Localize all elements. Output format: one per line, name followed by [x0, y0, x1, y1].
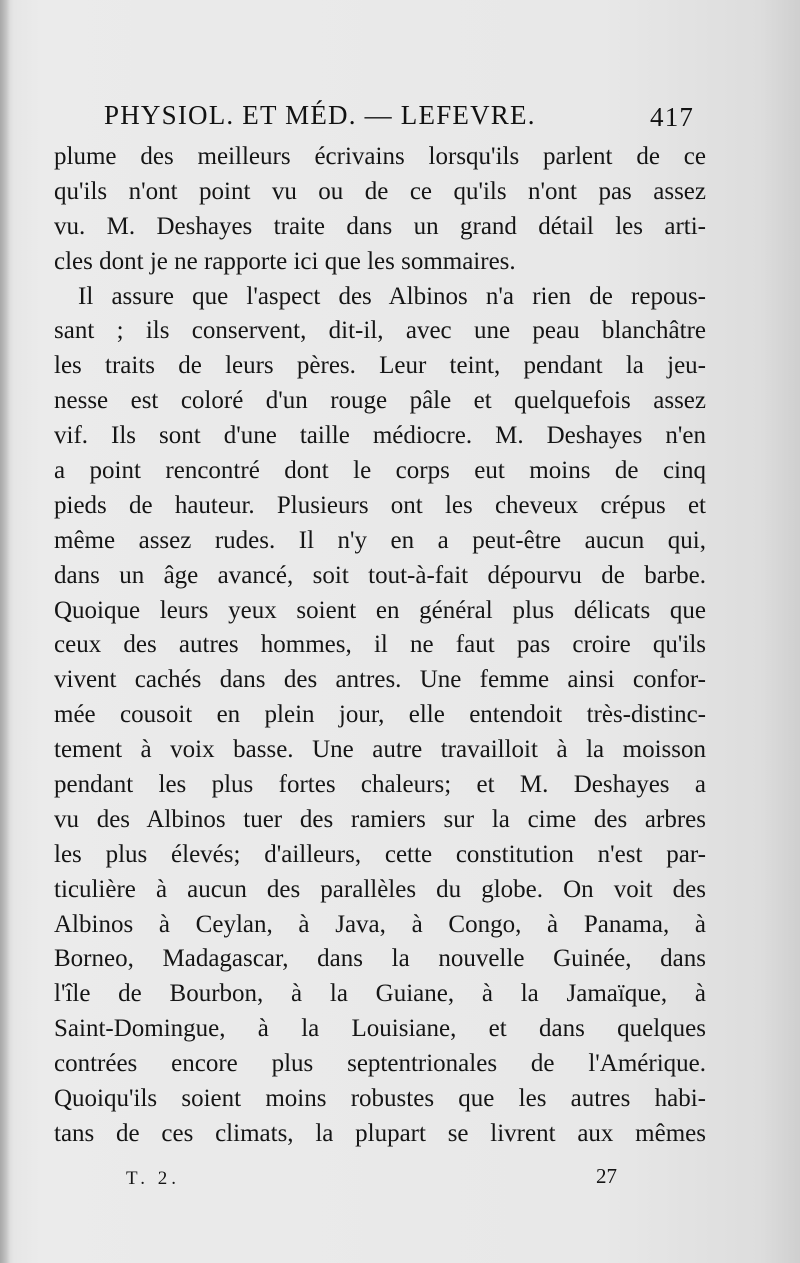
text-line: ticulière à aucun des parallèles du globe. On voit des	[54, 875, 706, 903]
text-line: même assez rudes. Il n'y en a peut-être aucun qui,	[54, 526, 706, 554]
text-line: vif. Ils sont d'une taille médiocre. M. Deshayes n'en	[54, 422, 706, 450]
text-line: Il assure que l'aspect des Albinos n'a rien de repous-	[78, 282, 706, 310]
text-line: tans de ces climats, la plupart se livrent aux mêmes	[54, 1119, 706, 1147]
text-line: Quoiqu'ils soient moins robustes que les autres habi-	[54, 1085, 706, 1113]
text-line: vu. M. Deshayes traite dans un grand détail les arti-	[54, 212, 706, 240]
text-line: a point rencontré dont le corps eut moins de cinq	[54, 457, 706, 485]
text-line: tement à voix basse. Une autre travailloit à la moisson	[54, 736, 706, 764]
paragraph-albinos	[54, 280, 706, 1152]
text-line: plume des meilleurs écrivains lorsqu'ils parlent de ce	[54, 143, 706, 170]
text-line: nesse est coloré d'un rouge pâle et quelquefois assez	[54, 387, 706, 415]
text-line: qu'ils n'ont point vu ou de ce qu'ils n'ont pas assez	[54, 177, 706, 205]
text-line: pendant les plus fortes chaleurs; et M. Deshayes a	[54, 771, 706, 799]
text-line: vivent cachés dans des antres. Une femme ainsi confor-	[54, 666, 706, 694]
text-line: Borneo, Madagascar, dans la nouvelle Guinée, dans	[54, 945, 706, 973]
page-footer	[0, 1164, 800, 1194]
page-header	[104, 100, 714, 140]
text-line: pieds de hauteur. Plusieurs ont les cheveux crépus et	[54, 491, 706, 519]
text-line: les traits de leurs pères. Leur teint, pendant la jeu-	[54, 352, 706, 380]
text-line: mée cousoit en plein jour, elle entendoit très-distinc-	[54, 701, 706, 729]
text-line: les plus élevés; d'ailleurs, cette constitution n'est par-	[54, 840, 706, 868]
body-text	[54, 140, 706, 1152]
signature-mark-number: 27	[596, 1164, 617, 1188]
text-line: l'île de Bourbon, à la Guiane, à la Jamaïque, à	[54, 980, 706, 1008]
gutter-shadow	[0, 0, 10, 1263]
text-line: vu des Albinos tuer des ramiers sur la cime des arbres	[54, 805, 706, 833]
signature-mark-volume: T. 2.	[126, 1168, 180, 1189]
paragraph-continued	[54, 140, 706, 280]
running-title: PHYSIOL. ET MÉD. — LEFEVRE.	[104, 100, 536, 130]
text-line: contrées encore plus septentrionales de l'Amérique.	[54, 1050, 706, 1078]
text-line: Quoique leurs yeux soient en général plus délicats que	[54, 596, 706, 624]
page-number: 417	[650, 102, 695, 132]
text-line: ceux des autres hommes, il ne faut pas croire qu'ils	[54, 631, 706, 659]
text-line: cles dont je ne rapporte ici que les sommaires.	[54, 247, 516, 275]
text-line: Saint-Domingue, à la Louisiane, et dans quelques	[54, 1015, 706, 1043]
text-line: Albinos à Ceylan, à Java, à Congo, à Panama, à	[54, 910, 706, 938]
text-line: dans un âge avancé, soit tout-à-fait dépourvu de barbe.	[54, 561, 706, 589]
text-line: sant ; ils conservent, dit-il, avec une peau blanchâtre	[54, 317, 706, 345]
